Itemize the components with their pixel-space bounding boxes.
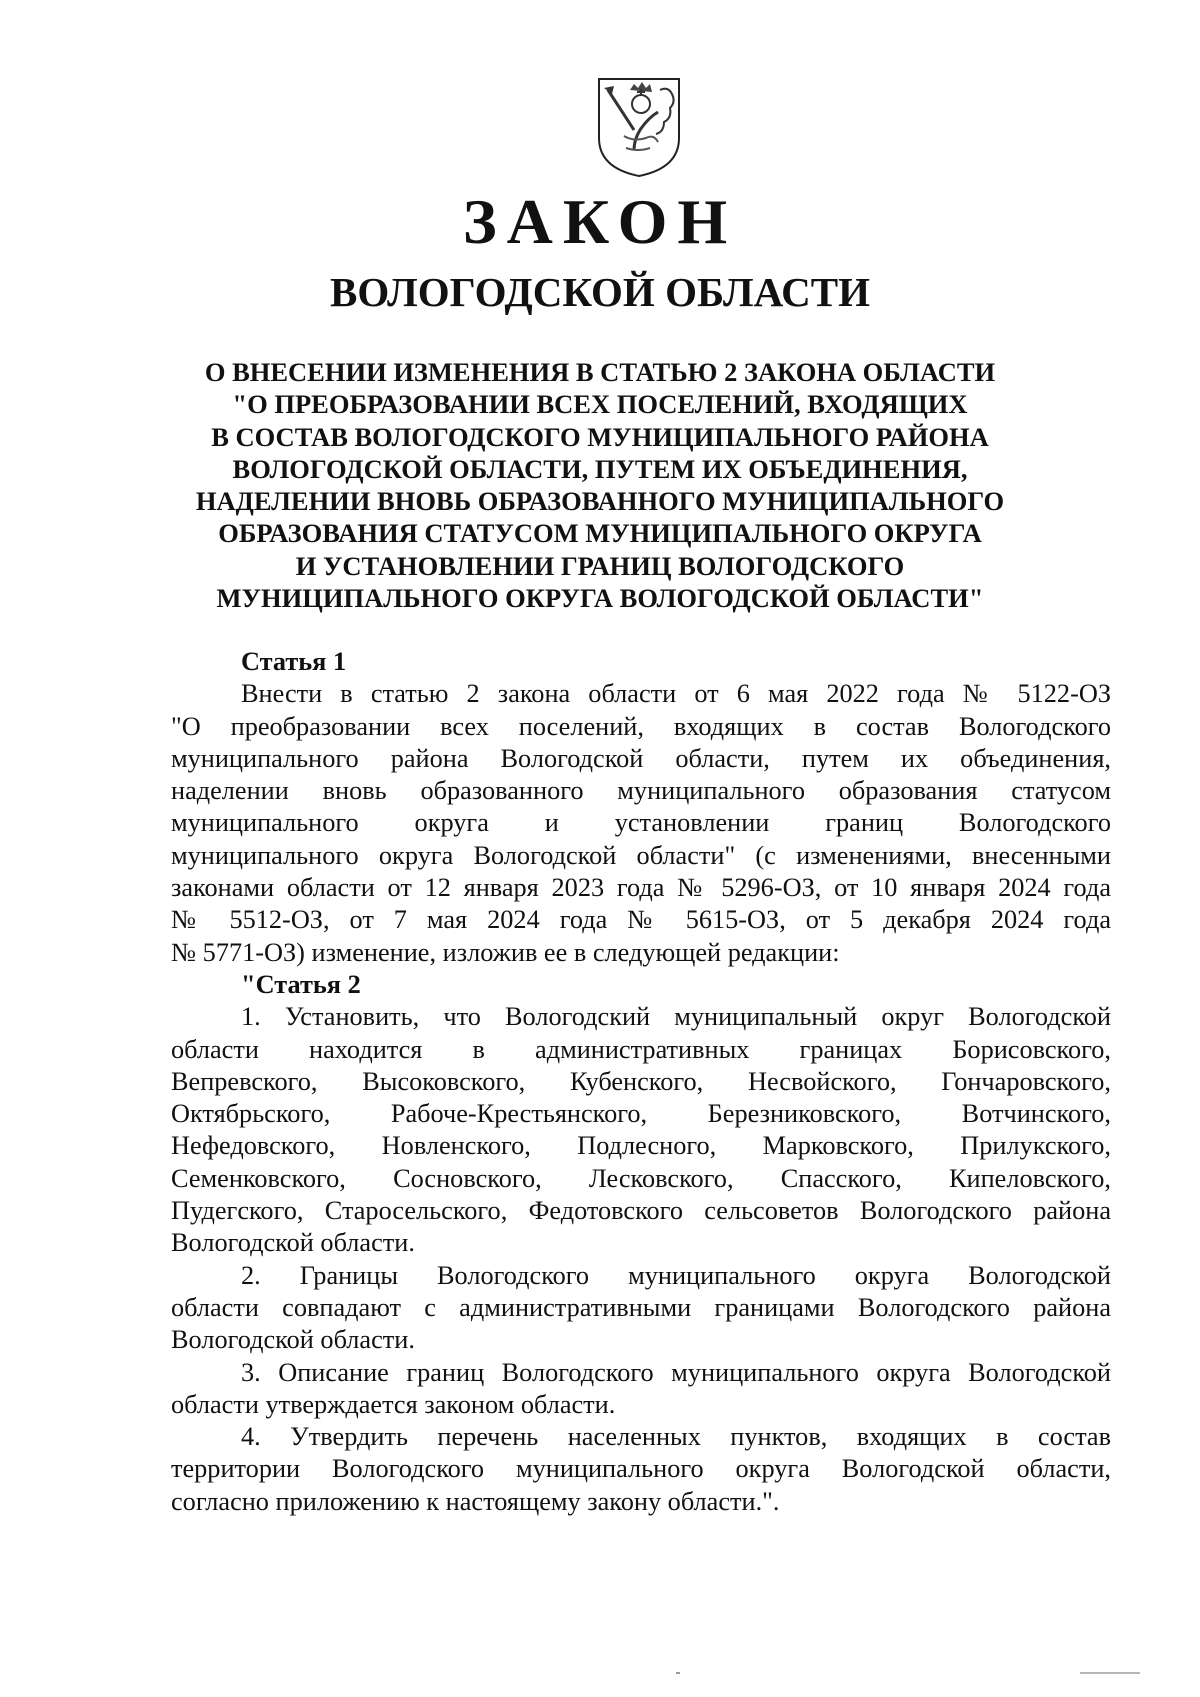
text-line: № 5512-ОЗ, от 7 мая 2024 года № 5615-ОЗ, от 5 декабря 2024 года xyxy=(171,905,1111,935)
article-2-item-3 xyxy=(171,1357,1111,1422)
article-2-item-4 xyxy=(171,1421,1111,1518)
text-line: области находится в административных границах Борисовского, xyxy=(171,1034,1111,1064)
text-line: № 5771-ОЗ) изменение, изложив ее в следующей редакции: xyxy=(171,937,840,967)
text-line: согласно приложению к настоящему закону области.". xyxy=(171,1486,780,1516)
scan-artifact xyxy=(1080,1672,1140,1674)
document-body xyxy=(171,646,1111,1518)
text-line: Вепревского, Высоковского, Кубенского, Несвойского, Гончаровского, xyxy=(171,1066,1111,1096)
article-2-item-2 xyxy=(171,1260,1111,1357)
heading-line: И УСТАНОВЛЕНИИ ГРАНИЦ ВОЛОГОДСКОГО xyxy=(295,550,905,581)
text-line: Семенковского, Сосновского, Лесковского, Спасского, Кипеловского, xyxy=(171,1163,1111,1193)
text-line: наделении вновь образованного муниципального образования статусом xyxy=(171,776,1111,806)
text-line: Октябрьского, Рабоче-Крестьянского, Березниковского, Вотчинского, xyxy=(171,1099,1111,1129)
text-line: муниципального района Вологодской области, путем их объединения, xyxy=(171,743,1111,773)
text-line: муниципального округа Вологодской области" (с изменениями, внесенными xyxy=(171,840,1111,870)
text-line: законами области от 12 января 2023 года № 5296-ОЗ, от 10 января 2024 года xyxy=(171,873,1111,903)
heading-line: О ВНЕСЕНИИ ИЗМЕНЕНИЯ В СТАТЬЮ 2 ЗАКОНА ОБЛАСТИ xyxy=(204,357,996,387)
heading-line: НАДЕЛЕНИИ ВНОВЬ ОБРАЗОВАННОГО МУНИЦИПАЛЬНОГО xyxy=(195,486,1005,517)
article-2-title: "Статья 2 xyxy=(241,969,361,999)
text-line: территории Вологодского муниципального округа Вологодской области, xyxy=(171,1454,1111,1484)
text-line: Нефедовского, Новленского, Подлесного, Марковского, Прилукского, xyxy=(171,1131,1111,1161)
text-line: Внести в статью 2 закона области от 6 мая 2022 года № 5122-ОЗ xyxy=(241,679,1111,709)
document-subtitle: ВОЛОГОДСКОЙ ОБЛАСТИ xyxy=(329,269,871,315)
heading-line: МУНИЦИПАЛЬНОГО ОКРУГА ВОЛОГОДСКОЙ ОБЛАСТИ" xyxy=(216,583,984,614)
text-line: Вологодской области. xyxy=(171,1228,415,1258)
scan-artifact xyxy=(676,1672,680,1674)
document-title: ЗАКОН xyxy=(462,186,738,257)
text-line: 3. Описание границ Вологодского муниципального округа Вологодской xyxy=(241,1357,1111,1387)
text-line: 4. Утвердить перечень населенных пунктов, входящих в состав xyxy=(241,1422,1111,1452)
heading-line: ВОЛОГОДСКОЙ ОБЛАСТИ, ПУТЕМ ИХ ОБЪЕДИНЕНИЯ, xyxy=(232,453,968,484)
heading-line: ОБРАЗОВАНИЯ СТАТУСОМ МУНИЦИПАЛЬНОГО ОКРУГА xyxy=(218,518,982,549)
law-heading xyxy=(150,356,1050,614)
text-line: Вологодской области. xyxy=(171,1325,415,1355)
article-1-paragraph xyxy=(171,678,1111,969)
heading-line: В СОСТАВ ВОЛОГОДСКОГО МУНИЦИПАЛЬНОГО РАЙОНА xyxy=(211,421,989,452)
article-2-item-1 xyxy=(171,1001,1111,1259)
text-line: области совпадают с административными границами Вологодского района xyxy=(171,1292,1111,1322)
text-line: "О преобразовании всех поселений, входящих в состав Вологодского xyxy=(171,711,1111,741)
text-line: области утверждается законом области. xyxy=(171,1389,616,1419)
article-1-title: Статья 1 xyxy=(241,647,347,676)
heading-line: "О ПРЕОБРАЗОВАНИИ ВСЕХ ПОСЕЛЕНИЙ, ВХОДЯЩИХ xyxy=(232,389,968,420)
text-line: Пудегского, Старосельского, Федотовского сельсоветов Вологодского района xyxy=(171,1196,1111,1226)
text-line: 2. Границы Вологодского муниципального округа Вологодской xyxy=(241,1260,1111,1290)
text-line: муниципального округа и установлении границ Вологодского xyxy=(171,808,1111,838)
coat-of-arms-icon xyxy=(596,76,682,178)
text-line: 1. Установить, что Вологодский муниципальный округ Вологодской xyxy=(241,1002,1111,1032)
